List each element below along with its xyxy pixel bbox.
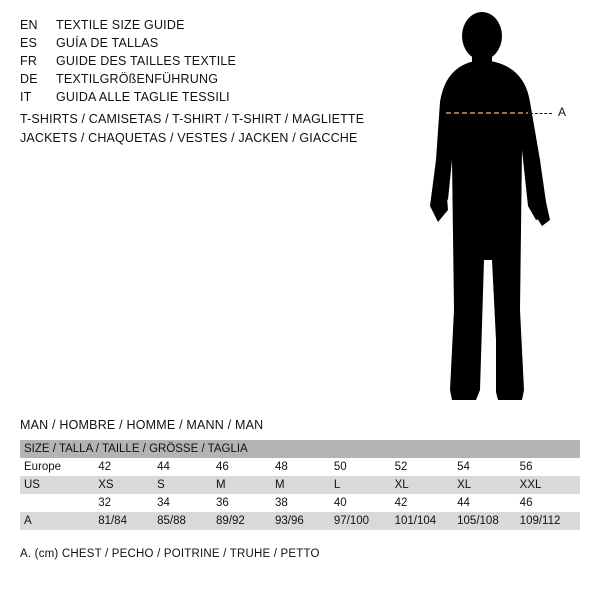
table-row [20,476,580,494]
language-row [20,88,370,106]
table-cell: 109/112 [519,515,561,527]
row-label: A [24,515,32,527]
table-cell: XXL [519,479,542,491]
table-header-row [20,440,580,458]
language-title: GUIDE DES TAILLES TEXTILE [56,54,237,68]
row-label: US [24,479,40,491]
callout-dash-line [530,113,552,115]
table-cell: S [157,479,165,491]
table-cell: 81/84 [98,515,127,527]
male-figure-illustration [400,10,600,405]
table-cell: M [274,479,285,491]
language-row [20,52,370,70]
table-cell: 97/100 [333,515,370,527]
table-cell: 36 [216,497,229,509]
language-code: EN [20,18,38,32]
table-cell: 46 [519,497,533,509]
callout-label-a: A [558,105,567,119]
table-title: MAN / HOMBRE / HOMME / MANN / MAN [20,418,264,432]
row-label: Europe [24,461,62,473]
language-title: GUIDA ALLE TAGLIE TESSILI [56,90,230,104]
table-cell: 56 [519,461,533,473]
table-cell: 54 [457,461,470,473]
table-cell: 42 [394,497,408,509]
table-cell: M [216,479,226,491]
footnote: A. (cm) CHEST / PECHO / POITRINE / TRUHE / PETTO [20,548,320,560]
table-cell: 105/108 [457,515,499,527]
language-title: GUÍA DE TALLAS [56,36,159,50]
table-cell: XS [98,479,114,491]
table-cell: 46 [216,461,229,473]
table-cell: 34 [157,497,170,509]
language-title: TEXTILGRÖßENFÜHRUNG [56,72,219,86]
language-row [20,70,370,88]
language-header-block [20,16,370,106]
table-cell: 40 [333,497,347,509]
table-cell: XL [457,479,472,491]
row-label [20,494,96,512]
language-title: TEXTILE SIZE GUIDE [56,18,185,32]
table-cell: 44 [457,497,470,509]
table-cell: 44 [157,461,170,473]
size-table [20,440,580,530]
language-code: DE [20,72,38,86]
language-code: ES [20,36,38,50]
table-cell: XL [394,479,409,491]
table-cell: L [333,479,341,491]
table-cell: 93/96 [274,515,304,527]
table-cell: 101/104 [394,515,437,527]
table-cell: 52 [394,461,408,473]
table-row [20,458,580,476]
language-row [20,16,370,34]
table-cell: 32 [98,497,111,509]
category-line-jackets: JACKETS / CHAQUETAS / VESTES / JACKEN / GIACCHE [20,131,358,145]
language-code: FR [20,54,38,68]
table-cell: 89/92 [216,515,245,527]
table-cell: 50 [333,461,347,473]
table-row [20,494,580,512]
category-block [20,110,400,148]
table-cell: 42 [98,461,111,473]
table-cell: 38 [274,497,288,509]
language-row [20,34,370,52]
table-cell: 48 [274,461,288,473]
table-cell: 85/88 [157,515,186,527]
table-header-label: SIZE / TALLA / TAILLE / GRÖSSE / TAGLIA [24,443,248,455]
male-silhouette-icon [400,10,600,405]
category-line-tshirts: T-SHIRTS / CAMISETAS / T-SHIRT / T-SHIRT / MAGLIETTE [20,112,365,126]
table-row [20,512,580,530]
language-code: IT [20,90,32,104]
